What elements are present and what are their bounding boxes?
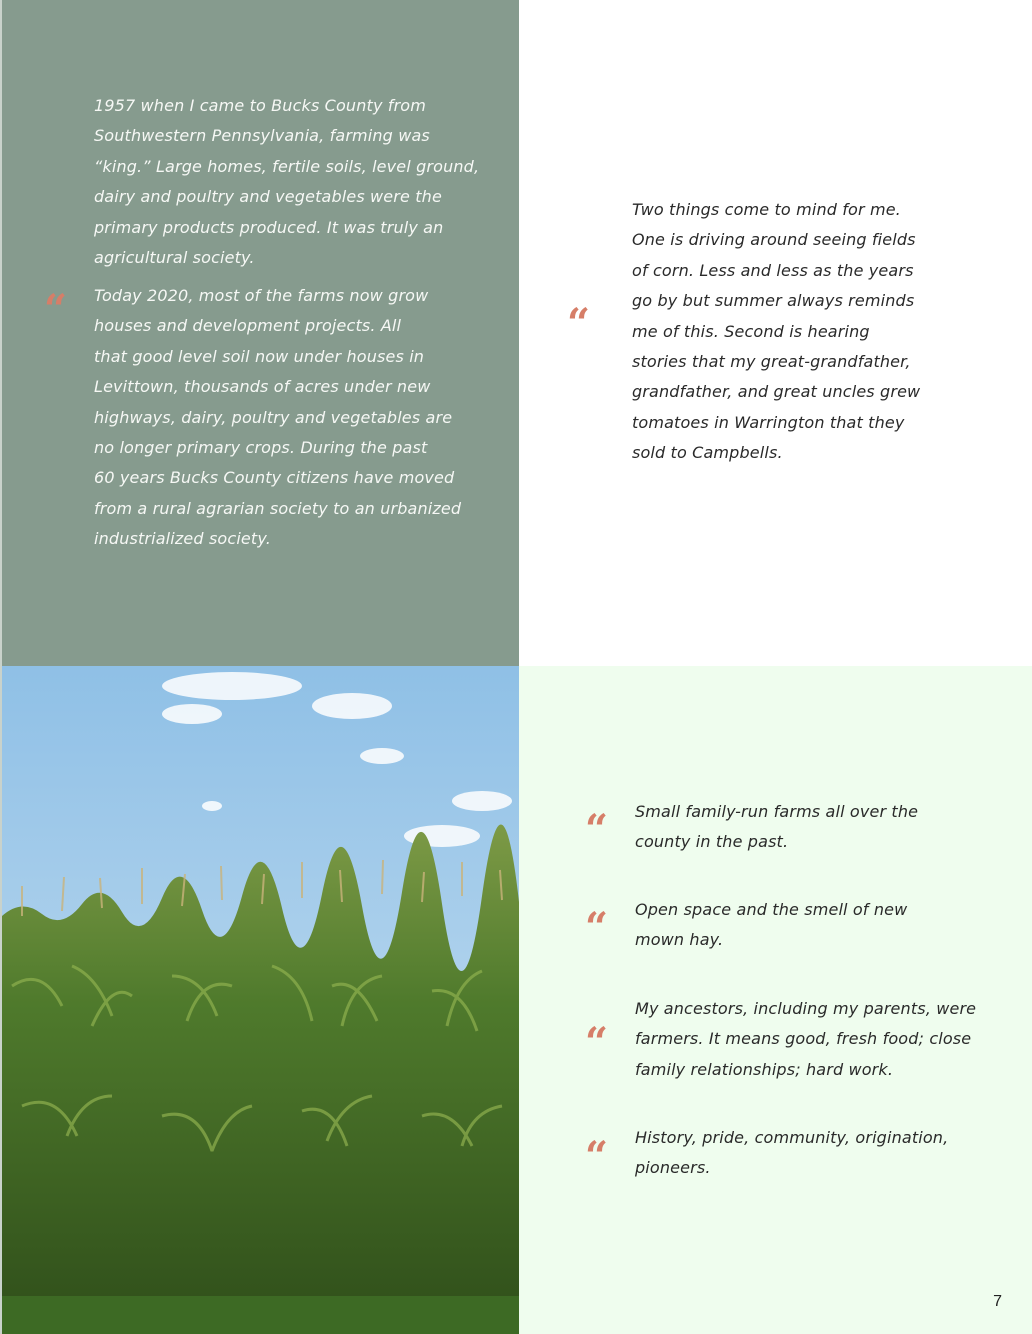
text-line: Two things come to mind for me. <box>632 200 901 219</box>
quote-mark-icon: “ <box>585 904 609 951</box>
text-line: sold to Campbells. <box>632 443 783 463</box>
text-line: from a rural agrarian society to an urbanized <box>94 498 462 518</box>
cornfield-photo <box>2 666 519 1334</box>
right-quote-text <box>632 195 920 469</box>
text-line: Small family-run farms all over the <box>635 802 919 821</box>
text-line: highways, dairy, poultry and vegetables are <box>94 407 453 427</box>
text-line: family relationships; hard work. <box>635 1059 894 1079</box>
text-line: of corn. Less and less as the years <box>632 260 914 280</box>
right-quote-panel <box>519 0 1032 666</box>
text-line: mown hay. <box>635 930 724 950</box>
long-quote-paragraph-1 <box>94 91 479 273</box>
quote-mark-icon: “ <box>585 1133 609 1180</box>
text-line: Open space and the smell of new <box>635 900 908 919</box>
text-line: “king.” Large homes, fertile soils, level ground, <box>94 156 480 176</box>
short-quote-3 <box>635 994 976 1085</box>
text-line: Today 2020, most of the farms now grow <box>94 286 429 305</box>
text-line: county in the past. <box>635 832 789 852</box>
short-quotes-panel <box>519 666 1032 1334</box>
text-line: grandfather, and great uncles grew <box>632 382 921 402</box>
text-line: 60 years Bucks County citizens have moved <box>94 468 455 488</box>
text-line: Southwestern Pennsylvania, farming was <box>94 126 430 146</box>
text-line: agricultural society. <box>94 248 255 268</box>
text-line: that good level soil now under houses in <box>94 346 425 366</box>
text-line: houses and development projects. All <box>94 316 402 336</box>
text-line: 1957 when I came to Bucks County from <box>94 96 426 115</box>
text-line: primary products produced. It was truly an <box>94 217 444 237</box>
text-line: farmers. It means good, fresh food; close <box>635 1029 972 1049</box>
text-line: My ancestors, including my parents, were <box>635 999 977 1018</box>
text-line: me of this. Second is hearing <box>632 321 870 341</box>
long-quote-panel <box>2 0 519 666</box>
text-line: stories that my great-grandfather, <box>632 352 911 372</box>
quote-mark-icon: “ <box>585 806 609 853</box>
text-line: History, pride, community, origination, <box>635 1128 949 1147</box>
quote-mark-icon: “ <box>44 286 68 333</box>
text-line: pioneers. <box>635 1158 711 1178</box>
text-line: industrialized society. <box>94 529 271 549</box>
text-line: One is driving around seeing fields <box>632 230 916 250</box>
short-quote-2 <box>635 895 907 956</box>
cornfield-illustration <box>2 666 519 1334</box>
text-line: tomatoes in Warrington that they <box>632 412 905 432</box>
quote-mark-icon: “ <box>585 1019 609 1066</box>
text-line: Levittown, thousands of acres under new <box>94 377 431 397</box>
quote-mark-icon: “ <box>567 300 591 347</box>
text-line: dairy and poultry and vegetables were the <box>94 187 442 207</box>
long-quote-paragraph-2 <box>94 281 461 555</box>
short-quote-4 <box>635 1123 948 1184</box>
text-line: go by but summer always reminds <box>632 291 915 311</box>
page-number: 7 <box>993 1293 1002 1310</box>
short-quote-1 <box>635 797 918 858</box>
text-line: no longer primary crops. During the past <box>94 438 428 458</box>
